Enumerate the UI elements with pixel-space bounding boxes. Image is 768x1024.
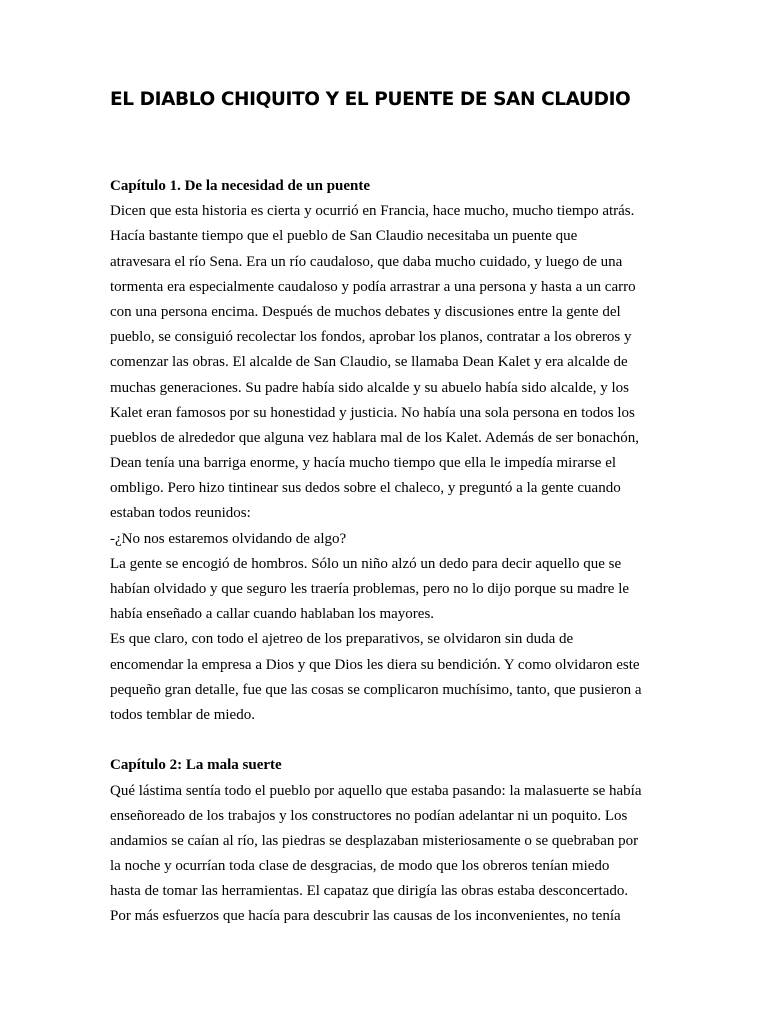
chapter-2 xyxy=(110,753,670,929)
paragraph-line: encomendar la empresa a Dios y que Dios les diera su bendición. Y como olvidaron este xyxy=(110,656,640,673)
section-spacer xyxy=(110,728,670,753)
chapter-heading: Capítulo 2: La mala suerte xyxy=(110,757,282,774)
document-title: EL DIABLO CHIQUITO Y EL PUENTE DE SAN CLAUDIO xyxy=(110,89,631,110)
paragraph-line: Por más esfuerzos que hacía para descubrir las causas de los inconvenientes, no tenía xyxy=(110,908,621,925)
paragraph-line: pueblos de alrededor que alguna vez hablara mal de los Kalet. Además de ser bonachón, xyxy=(110,429,639,446)
paragraph-line: ombligo. Pero hizo tintinear sus dedos sobre el chaleco, y preguntó a la gente cuando xyxy=(110,480,621,497)
paragraph-line: había enseñado a callar cuando hablaban los mayores. xyxy=(110,606,435,623)
paragraph-line: Dean tenía una barriga enorme, y hacía mucho tiempo que ella le impedía mirarse el xyxy=(110,455,617,472)
chapter-heading: Capítulo 1. De la necesidad de un puente xyxy=(110,178,371,194)
paragraph-line: pueblo, se consiguió recolectar los fondos, aprobar los planos, contratar a los obreros y xyxy=(110,329,632,346)
document-body xyxy=(110,174,670,930)
paragraph-line: con una persona encima. Después de muchos debates y discusiones entre la gente del xyxy=(110,303,621,320)
paragraph-line: estaban todos reunidos: xyxy=(110,505,251,522)
paragraph-line: Hacía bastante tiempo que el pueblo de San Claudio necesitaba un puente que xyxy=(110,228,578,245)
paragraph-line: muchas generaciones. Su padre había sido alcalde y su abuelo había sido alcalde, y los xyxy=(110,379,629,396)
paragraph-line: hasta de tomar las herramientas. El capataz que dirigía las obras estaba desconcertado. xyxy=(110,883,629,900)
chapter-1 xyxy=(110,174,670,728)
paragraph-line: la noche y ocurrían toda clase de desgracias, de modo que los obreros tenían miedo xyxy=(110,858,610,875)
paragraph-line: todos temblar de miedo. xyxy=(110,706,255,723)
paragraph-line: andamios se caían al río, las piedras se desplazaban misteriosamente o se quebraban por xyxy=(110,832,639,849)
dialogue-line: -¿No nos estaremos olvidando de algo? xyxy=(110,530,347,547)
paragraph-line: Dicen que esta historia es cierta y ocurrió en Francia, hace mucho, mucho tiempo atrás. xyxy=(110,203,635,220)
paragraph-line: La gente se encogió de hombros. Sólo un niño alzó un dedo para decir aquello que se xyxy=(110,555,622,572)
paragraph-line: comenzar las obras. El alcalde de San Claudio, se llamaba Dean Kalet y era alcalde de xyxy=(110,354,628,371)
paragraph-line: Es que claro, con todo el ajetreo de los preparativos, se olvidaron sin duda de xyxy=(110,631,574,648)
paragraph-line: Kalet eran famosos por su honestidad y justicia. No había una sola persona en todos los xyxy=(110,404,635,421)
paragraph-line: tormenta era especialmente caudaloso y podía arrastrar a una persona y hasta a un carro xyxy=(110,278,636,295)
paragraph-line: enseñoreado de los trabajos y los constructores no podían adelantar ni un poquito. Los xyxy=(110,807,628,824)
paragraph-line: Qué lástima sentía todo el pueblo por aquello que estaba pasando: la malasuerte se había xyxy=(110,782,642,799)
paragraph-line: habían olvidado y que seguro les traería problemas, pero no lo dijo porque su madre le xyxy=(110,581,630,597)
paragraph-line: atravesara el río Sena. Era un río caudaloso, que daba mucho cuidado, y luego de una xyxy=(110,253,623,270)
paragraph-line: pequeño gran detalle, fue que las cosas se complicaron muchísimo, tanto, que pusieron a xyxy=(110,681,642,698)
